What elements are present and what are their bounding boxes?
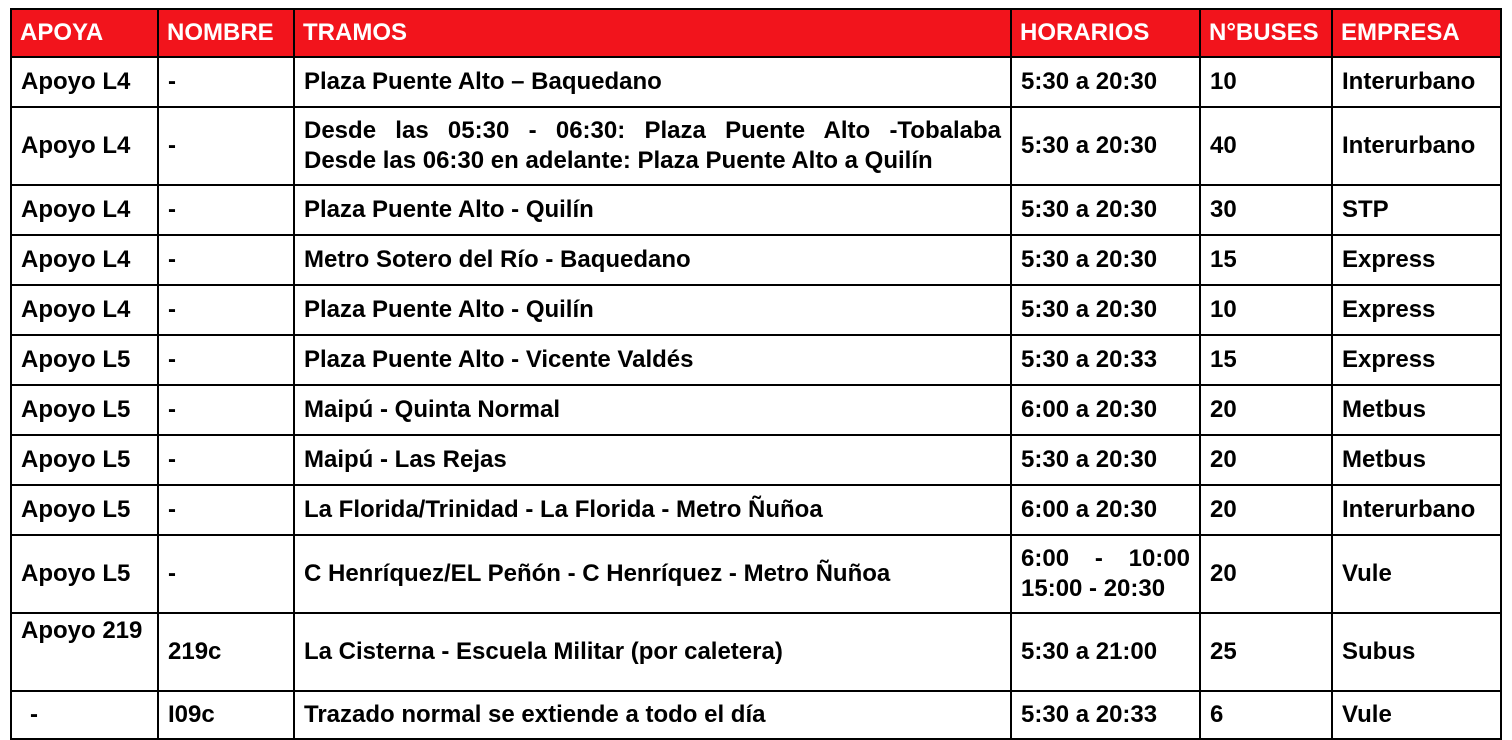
tramo-cell xyxy=(294,285,1011,335)
apoya-cell: Apoyo L4 xyxy=(11,235,158,285)
horario-line: 5:30 a 20:30 xyxy=(1021,246,1158,273)
table-row xyxy=(11,435,1501,485)
tramo-cell xyxy=(294,57,1011,107)
tramo-line: Maipú - Quinta Normal xyxy=(304,396,561,423)
apoya-cell: Apoyo L5 xyxy=(11,335,158,385)
apoya-cell: Apoyo L5 xyxy=(11,535,158,613)
table-row xyxy=(11,57,1501,107)
horario-cell xyxy=(1011,613,1200,691)
nombre-cell: - xyxy=(158,285,294,335)
apoya-cell: Apoyo L5 xyxy=(11,485,158,535)
table-body xyxy=(11,57,1501,739)
tramo-line: Desde las 05:30 - 06:30: Plaza Puente Alto -Tobalaba xyxy=(304,117,1001,144)
tramo-cell xyxy=(294,185,1011,235)
nombre-cell: - xyxy=(158,535,294,613)
tramo-line: Desde las 06:30 en adelante: Plaza Puente Alto a Quilín xyxy=(304,147,933,174)
buses-cell: 20 xyxy=(1200,485,1332,535)
table-row xyxy=(11,485,1501,535)
nombre-cell: I09c xyxy=(158,691,294,739)
table-row xyxy=(11,385,1501,435)
header-nombre: NOMBRE xyxy=(158,9,294,57)
horario-cell xyxy=(1011,107,1200,185)
empresa-cell: Interurbano xyxy=(1332,107,1501,185)
table-row xyxy=(11,235,1501,285)
apoya-cell: Apoyo L5 xyxy=(11,385,158,435)
tramo-line: La Cisterna - Escuela Militar (por caletera) xyxy=(304,638,783,665)
table-row xyxy=(11,535,1501,613)
horario-cell xyxy=(1011,385,1200,435)
tramo-line: Trazado normal se extiende a todo el día xyxy=(304,701,766,728)
buses-cell: 6 xyxy=(1200,691,1332,739)
tramo-cell xyxy=(294,691,1011,739)
horario-line: 5:30 a 20:30 xyxy=(1021,446,1158,473)
tramo-cell xyxy=(294,335,1011,385)
tramo-cell xyxy=(294,535,1011,613)
empresa-cell: Express xyxy=(1332,335,1501,385)
empresa-cell: Vule xyxy=(1332,691,1501,739)
bus-routes-table xyxy=(10,8,1502,740)
tramo-line: Plaza Puente Alto - Vicente Valdés xyxy=(304,346,694,373)
nombre-cell: - xyxy=(158,57,294,107)
buses-cell: 20 xyxy=(1200,435,1332,485)
table-row xyxy=(11,691,1501,739)
tramo-cell xyxy=(294,435,1011,485)
empresa-cell: Express xyxy=(1332,235,1501,285)
empresa-cell: Metbus xyxy=(1332,435,1501,485)
horario-cell xyxy=(1011,235,1200,285)
horario-cell xyxy=(1011,335,1200,385)
buses-cell: 15 xyxy=(1200,335,1332,385)
buses-cell: 40 xyxy=(1200,107,1332,185)
horario-line: 5:30 a 21:00 xyxy=(1021,638,1158,665)
apoya-cell: Apoyo L4 xyxy=(11,285,158,335)
horario-cell xyxy=(1011,435,1200,485)
horario-line: 5:30 a 20:33 xyxy=(1021,346,1158,373)
nombre-cell: - xyxy=(158,185,294,235)
empresa-cell: Vule xyxy=(1332,535,1501,613)
buses-cell: 10 xyxy=(1200,57,1332,107)
buses-cell: 30 xyxy=(1200,185,1332,235)
tramo-cell xyxy=(294,385,1011,435)
apoya-cell: Apoyo L5 xyxy=(11,435,158,485)
horario-line: 6:00 - 10:00 xyxy=(1021,545,1190,572)
horario-line: 5:30 a 20:30 xyxy=(1021,132,1158,159)
tramo-line: Plaza Puente Alto - Quilín xyxy=(304,196,594,223)
buses-cell: 20 xyxy=(1200,385,1332,435)
horario-cell xyxy=(1011,691,1200,739)
tramo-line: C Henríquez/EL Peñón - C Henríquez - Metro Ñuñoa xyxy=(304,560,891,587)
nombre-cell: - xyxy=(158,435,294,485)
table-row xyxy=(11,285,1501,335)
header-tramos: TRAMOS xyxy=(294,9,1011,57)
horario-line: 5:30 a 20:30 xyxy=(1021,68,1158,95)
tramo-cell xyxy=(294,107,1011,185)
tramo-cell xyxy=(294,485,1011,535)
horario-line: 5:30 a 20:30 xyxy=(1021,196,1158,223)
table-row xyxy=(11,107,1501,185)
nombre-cell: - xyxy=(158,385,294,435)
nombre-cell: - xyxy=(158,107,294,185)
tramo-line: Plaza Puente Alto – Baquedano xyxy=(304,68,662,95)
horario-line: 6:00 a 20:30 xyxy=(1021,496,1158,523)
table-row xyxy=(11,335,1501,385)
horario-line: 5:30 a 20:33 xyxy=(1021,701,1158,728)
header-empresa: EMPRESA xyxy=(1332,9,1501,57)
header-buses: N°BUSES xyxy=(1200,9,1332,57)
buses-cell: 25 xyxy=(1200,613,1332,691)
apoya-cell: - xyxy=(11,691,158,739)
tramo-cell xyxy=(294,235,1011,285)
empresa-cell: Interurbano xyxy=(1332,485,1501,535)
nombre-cell: - xyxy=(158,235,294,285)
empresa-cell: Metbus xyxy=(1332,385,1501,435)
buses-cell: 20 xyxy=(1200,535,1332,613)
nombre-cell: - xyxy=(158,335,294,385)
header-row xyxy=(11,9,1501,57)
tramo-line: Metro Sotero del Río - Baquedano xyxy=(304,246,691,273)
empresa-cell: STP xyxy=(1332,185,1501,235)
empresa-cell: Express xyxy=(1332,285,1501,335)
nombre-cell: 219c xyxy=(158,613,294,691)
empresa-cell: Interurbano xyxy=(1332,57,1501,107)
header-apoya: APOYA xyxy=(11,9,158,57)
table-row xyxy=(11,185,1501,235)
tramo-line: La Florida/Trinidad - La Florida - Metro Ñuñoa xyxy=(304,496,823,523)
horario-line: 6:00 a 20:30 xyxy=(1021,396,1158,423)
buses-cell: 15 xyxy=(1200,235,1332,285)
tramo-cell xyxy=(294,613,1011,691)
nombre-cell: - xyxy=(158,485,294,535)
horario-cell xyxy=(1011,485,1200,535)
horario-cell xyxy=(1011,535,1200,613)
tramo-line: Maipú - Las Rejas xyxy=(304,446,507,473)
apoya-cell: Apoyo L4 xyxy=(11,107,158,185)
apoya-cell: Apoyo L4 xyxy=(11,185,158,235)
horario-line: 15:00 - 20:30 xyxy=(1021,575,1166,602)
apoya-cell: Apoyo L4 xyxy=(11,57,158,107)
tramo-line: Plaza Puente Alto - Quilín xyxy=(304,296,594,323)
horario-cell xyxy=(1011,285,1200,335)
horario-line: 5:30 a 20:30 xyxy=(1021,296,1158,323)
buses-cell: 10 xyxy=(1200,285,1332,335)
apoya-cell: Apoyo 219 xyxy=(11,613,158,691)
horario-cell xyxy=(1011,57,1200,107)
horario-cell xyxy=(1011,185,1200,235)
table-row xyxy=(11,613,1501,691)
header-horarios: HORARIOS xyxy=(1011,9,1200,57)
empresa-cell: Subus xyxy=(1332,613,1501,691)
